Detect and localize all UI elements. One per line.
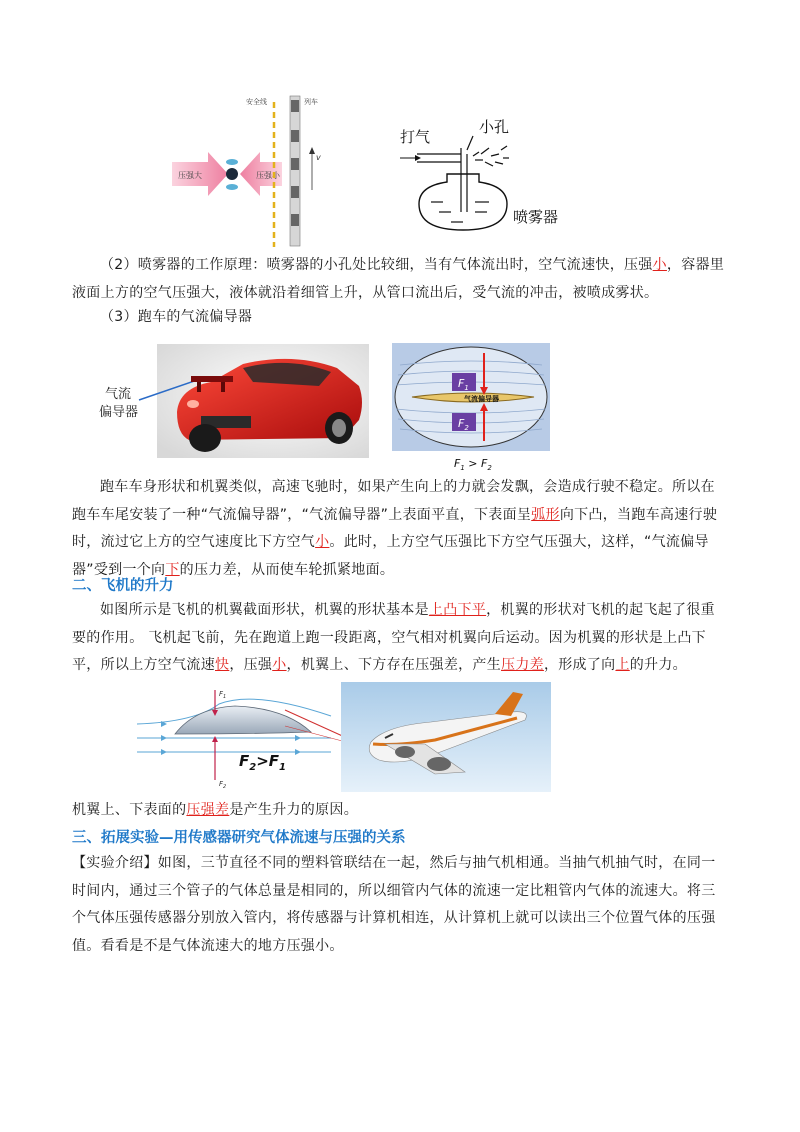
answer-blank: 下 xyxy=(165,561,180,578)
text-segment: （2）喷雾器的工作原理：喷雾器的小孔处比较细，当有气体流出时，空气流速快，压强 xyxy=(100,257,653,273)
text-segment: 是产生升力的原因。 xyxy=(229,802,359,818)
answer-blank: 压强差 xyxy=(186,802,230,818)
deflector-caption: $F_1 > F_2$ xyxy=(454,457,492,472)
text-segment: （3）跑车的气流偏导器 xyxy=(100,309,253,325)
text-segment: ，机翼的形状对飞机的起飞起了很重要的作用。 飞机起飞前，先在跑道上跑一段距离，空气相对机翼向后运动。因为机翼的形状是上凸下平，所以上方空气流速 xyxy=(72,602,715,673)
airfoil-lift-figure xyxy=(135,682,555,794)
plane-lift-paragraph xyxy=(72,597,728,680)
callout-line1: 气流 xyxy=(105,387,132,402)
answer-blank: 小 xyxy=(272,657,287,673)
answer-blank: 小 xyxy=(315,534,330,550)
answer-blank: 上 xyxy=(615,657,630,673)
experiment-paragraph xyxy=(72,850,728,960)
text-segment: ，压强 xyxy=(229,657,273,673)
force-f1: $F_1$ xyxy=(458,377,469,392)
answer-blank: 快 xyxy=(215,657,230,673)
text-segment: 机翼上、下表面的 xyxy=(72,802,187,818)
deflector-label: 气流偏导器 xyxy=(464,395,499,403)
text-segment: ，形成了向 xyxy=(543,657,616,673)
item3-title xyxy=(72,304,728,332)
answer-blank: 上凸下平 xyxy=(428,602,487,618)
text-segment: 如图所示是飞机的机翼截面形状，机翼的形状基本是 xyxy=(100,602,429,618)
lift-relation: $F_2>F_1$ xyxy=(239,752,287,773)
safety-line-label: 安全线 xyxy=(246,98,267,106)
airfoil-profile xyxy=(175,706,311,734)
sprayer-figure xyxy=(395,112,570,237)
sprayer-label: 喷雾器 xyxy=(513,208,559,226)
text-segment: 跑车车身形状和机翼类似，高速飞驰时，如果产生向上的力就会发飘，会造成行驶不稳定。所以在跑车车尾安装了一种“气流偏导器”，“气流偏导器”上表面平直，下表面呈 xyxy=(72,479,715,523)
text-segment: 的压力差，从而使车轮抓紧地面。 xyxy=(179,561,395,578)
answer-blank: 压力差 xyxy=(501,657,544,673)
answer-blank: 弧形 xyxy=(531,506,560,523)
pump-label: 打气 xyxy=(400,128,431,146)
low-pressure-label: 压强小 xyxy=(256,171,280,180)
train xyxy=(290,96,300,246)
hole-label: 小孔 xyxy=(479,118,510,136)
sprayer-principle-paragraph xyxy=(72,252,728,307)
airflow-deflector-diagram xyxy=(392,343,552,473)
section-heading-lift: 二、飞机的升力 xyxy=(72,578,174,594)
text-segment: 的升力。 xyxy=(629,657,687,673)
callout-line2: 偏导器 xyxy=(99,405,139,420)
airfoil-f2: $F_2$ xyxy=(219,780,227,790)
person-icon xyxy=(226,159,238,190)
text-segment: 向下凸，当跑车高速行驶时，流过它上方的空气速度比下方空气 xyxy=(72,506,718,550)
answer-blank: 小 xyxy=(652,257,667,273)
airfoil-f1: $F_1$ xyxy=(219,690,227,700)
text-segment: 【实验介绍】如图，三节直径不同的塑料管联结在一起，然后与抽气机相通。当抽气机抽气时，在同一时间内，通过三个管子的气体总量是相同的，所以细管内气体的流速一定比粗管内气体的流速大。将三个气体压强传感器分别放入管内，将传感器与计算机相连，从计算机上就可以读出三个位置气体的压强值。看看是不是气体流速大的地方压强小。 xyxy=(72,855,716,954)
velocity-label: v xyxy=(316,153,321,162)
sports-car-figure xyxy=(93,342,373,460)
section-heading-experiment: 三、拓展实验—用传感器研究气体流速与压强的关系 xyxy=(72,830,406,846)
force-f2: $F_2$ xyxy=(458,417,469,432)
text-segment: ，机翼上、下方存在压强差，产生 xyxy=(286,657,502,673)
train-safety-line-figure xyxy=(170,92,340,252)
sports-car-paragraph xyxy=(72,474,728,584)
spray-mist xyxy=(473,146,509,166)
text-segment: 。此时，上方空气压强比下方空气压强大，这样，“气流偏导器”受到一个向 xyxy=(72,534,709,578)
lift-cause-paragraph xyxy=(72,797,728,825)
train-label: 列车 xyxy=(304,98,318,106)
high-pressure-label: 压强大 xyxy=(178,171,202,180)
text-segment: ，容器里液面上方的空气压强大，液体就沿着细管上升，从管口流出后，受气流的冲击，被喷成雾状。 xyxy=(72,257,725,301)
